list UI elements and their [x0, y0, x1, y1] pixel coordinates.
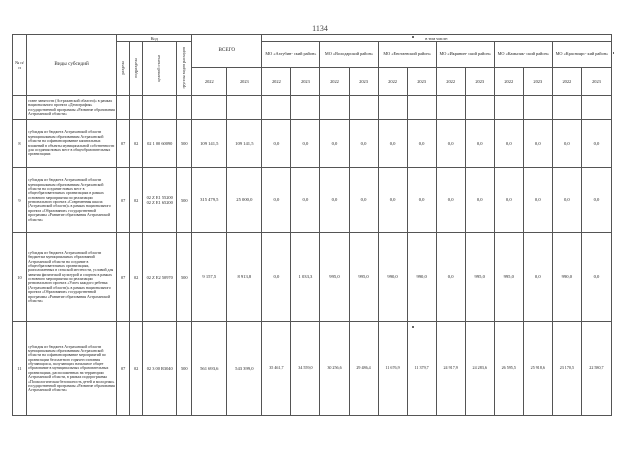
scan-speck [412, 36, 414, 38]
scan-speck [412, 326, 414, 328]
header-year: 2023 [227, 68, 262, 96]
header-year: 2023 [465, 68, 494, 96]
scan-speck [613, 52, 614, 54]
header-year: 2023 [581, 68, 611, 96]
header-year: 2022 [378, 68, 407, 96]
header-year: 2023 [523, 68, 552, 96]
header-code-podrazdel: подраздела [130, 42, 143, 96]
header-mo-krasnoyarsky: МО «Красноярс- кий район» [552, 42, 611, 68]
row-number: 10 [13, 233, 27, 322]
row-number: 9 [13, 168, 27, 233]
row-number: 8 [13, 120, 27, 168]
header-code-razdel: раздела [117, 42, 130, 96]
header-year: 2022 [192, 68, 227, 96]
subsidy-description: субсидия из бюджета Астраханской области муниципальным образованиям Астраханской области на софинансирование капитальных вложений в объекты муниципальной собственности для создания новых мест в общеобразовательных организациях [27, 120, 117, 168]
header-year: 2023 [349, 68, 378, 96]
header-year: 2022 [436, 68, 465, 96]
row-number: 11 [13, 322, 27, 416]
subsidy-description: субсидия из бюджета Астраханской области муниципальным образованиям Астраханской области на софинансирование мероприятий по организации бесплатного горячего питания обучающихся, получающих начальное общее образование в муниципальных образовательных организациях, расположенных на территории Астраханской области, в рамках подпрограммы «Психологическая безопасность детей и молодежи» государственной программы «Развитие образования Астраханской области» [27, 322, 117, 416]
table-row: 11 субсидия из бюджета Астраханской области муниципальным образованиям Астраханской области на софинансирование мероприятий по организации бесплатного горячего питания обучающихся, получающих начальное общее образование в муниципальных образовательных организациях, расположенных на территории Астраханской области, в рамках подпрограммы «Психологическая безопасность детей и молодежи» государственной программы «Развитие образования Астраханской области» 07 02 02 3 00 R3040 500 561 693,6 543 399,0 35 461,7 34 559,0 30 256,6 29 486,4 11 676,9 11 379,7 24 917,9 24 283,6 26 595,5 25 918,6 23 170,5 22 580,7 [13, 322, 612, 416]
subsidy-description: стане занятости (Астраханской области)» в рамках национального проекта «Демография» государственной программы «Развитие образования Астраханской области» [27, 96, 117, 120]
header-year: 2022 [320, 68, 349, 96]
header-year: 2022 [552, 68, 581, 96]
subsidy-description: субсидия из бюджета Астраханской области бюджетам муниципальных образований Астраханской области на создание в общеобразовательных организациях, расположенных в сельской местности, условий для занятия физической культурой и спортом в рамках основного мероприятия по реализации регионального проекта «Успех каждого ребенка (Астраханской области)» в рамках национального проекта «Образование» государственной программы «Развитие образования Астраханской области» [27, 233, 117, 322]
header-year: 2022 [494, 68, 523, 96]
header-row-no: № п/п [13, 35, 27, 96]
subsidy-table [12, 34, 612, 416]
header-code-vr: группы видов расходов [177, 42, 192, 96]
table-row: 9 субсидия из бюджета Астраханской области муниципальным образованиям Астраханской области на создание новых мест в общеобразовательных организациях в рамках основного мероприятия по реализации регионального проекта «Современная школа (Астраханской области)» в рамках национального проекта «Образование» государственной программы «Развитие образования Астраханской области» 07 02 02 Z E1 55200 02 Z E1 65200 500 315 479,5 25 000,0 0,0 0,0 0,0 0,0 0,0 0,0 0,0 0,0 0,0 0,0 0,0 0,0 [13, 168, 612, 233]
page-number: 1134 [312, 24, 328, 33]
header-total: ВСЕГО [192, 35, 262, 68]
header-mo-akhtubinsky: МО «Ахтубин- ский район» [262, 42, 320, 68]
subsidy-description: субсидия из бюджета Астраханской области муниципальным образованиям Астраханской области на создание новых мест в общеобразовательных организациях в рамках основного мероприятия по реализации регионального проекта «Современная школа (Астраханской области)» в рамках национального проекта «Образование» государственной программы «Развитие образования Астраханской области» [27, 168, 117, 233]
header-year: 2022 [262, 68, 291, 96]
header-year: 2023 [291, 68, 320, 96]
header-mo-kamyzyaksky: МО «Камызяк- ский район» [494, 42, 552, 68]
table-row: 10 субсидия из бюджета Астраханской области бюджетам муниципальных образований Астраханской области на создание в общеобразовательных организациях, расположенных в сельской местности, условий для занятия физической культурой и спортом в рамках основного мероприятия по реализации регионального проекта «Успех каждого ребенка (Астраханской области)» в рамках национального проекта «Образование» государственной программы «Развитие образования Астраханской области» 07 02 02 Z E2 50970 500 9 157,5 8 913,8 0,0 1 033,3 995,0 995,0 990,0 990,0 0,0 995,0 995,0 0,0 990,0 0,0 [13, 233, 612, 322]
table-row [13, 96, 612, 120]
header-year: 2023 [407, 68, 436, 96]
header-subsidy: Виды субсидий [27, 35, 117, 96]
header-code: Код [117, 35, 192, 42]
header-mo-volodarsky: МО «Володарский район» [320, 42, 378, 68]
table-row: 8 субсидия из бюджета Астраханской области муниципальным образованиям Астраханской области на софинансирование капитальных вложений в объекты муниципальной собственности для создания новых мест в общеобразовательных организациях 07 02 02 1 00 60090 500 109 141,5 109 141,5 0,0 0,0 0,0 0,0 0,0 0,0 0,0 0,0 0,0 0,0 0,0 0,0 [13, 120, 612, 168]
header-mo-enotaevsky: МО «Енотаевский район» [378, 42, 436, 68]
header-incl: в том числе: [262, 35, 612, 42]
header-mo-ikryaninsky: МО «Икрянин- ский район» [436, 42, 494, 68]
header-code-cs: целевой статьи [143, 42, 177, 96]
